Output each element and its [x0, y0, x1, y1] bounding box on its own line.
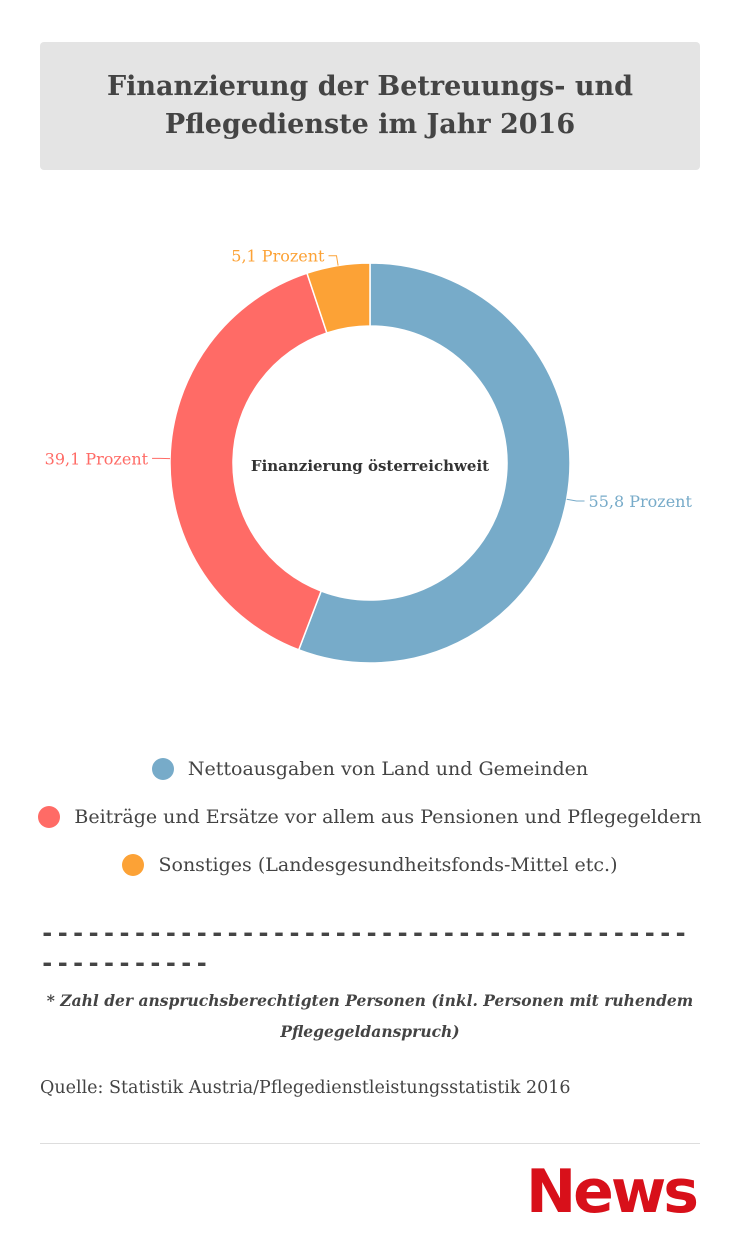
source-text: Quelle: Statistik Austria/Pflegedienstleistungsstatistik 2016 [40, 1078, 571, 1098]
data-label: 55,8 Prozent [588, 492, 692, 512]
donut-chart [0, 190, 740, 730]
data-label: 39,1 Prozent [44, 449, 149, 469]
chart-title-line-2: Pflegedienste im Jahr 2016 [164, 109, 576, 140]
legend-item[interactable] [0, 841, 740, 889]
divider [40, 1143, 700, 1144]
news-logo[interactable]: News [525, 1157, 696, 1227]
legend-label: Nettoausgaben von Land und Gemeinden [187, 758, 589, 780]
data-label: 5,1 Prozent [231, 246, 325, 266]
title-box [40, 42, 700, 170]
footnote-line-2: Pflegegeldanspruch) [280, 1022, 460, 1041]
legend-label: Beiträge und Ersätze vor allem aus Pensionen und Pflegegeldern [74, 806, 702, 828]
leader-line [567, 499, 585, 501]
leader-line [328, 256, 338, 266]
legend-item[interactable] [0, 793, 740, 841]
donut-center-label: Finanzierung österreichweit [250, 457, 490, 475]
legend-swatch [152, 758, 174, 780]
separator-dashes: ----------------------------------------------------- [40, 919, 689, 977]
chart-legend [0, 745, 740, 889]
legend-swatch [38, 806, 60, 828]
footnote [40, 985, 700, 1047]
footnote-line-1: * Zahl der anspruchsberechtigten Personen (inkl. Personen mit ruhendem [46, 991, 694, 1010]
legend-label: Sonstiges (Landesgesundheitsfonds-Mittel etc.) [158, 854, 618, 876]
legend-item[interactable] [0, 745, 740, 793]
chart-title-line-1: Finanzierung der Betreuungs- und [107, 71, 633, 102]
legend-swatch [122, 854, 144, 876]
